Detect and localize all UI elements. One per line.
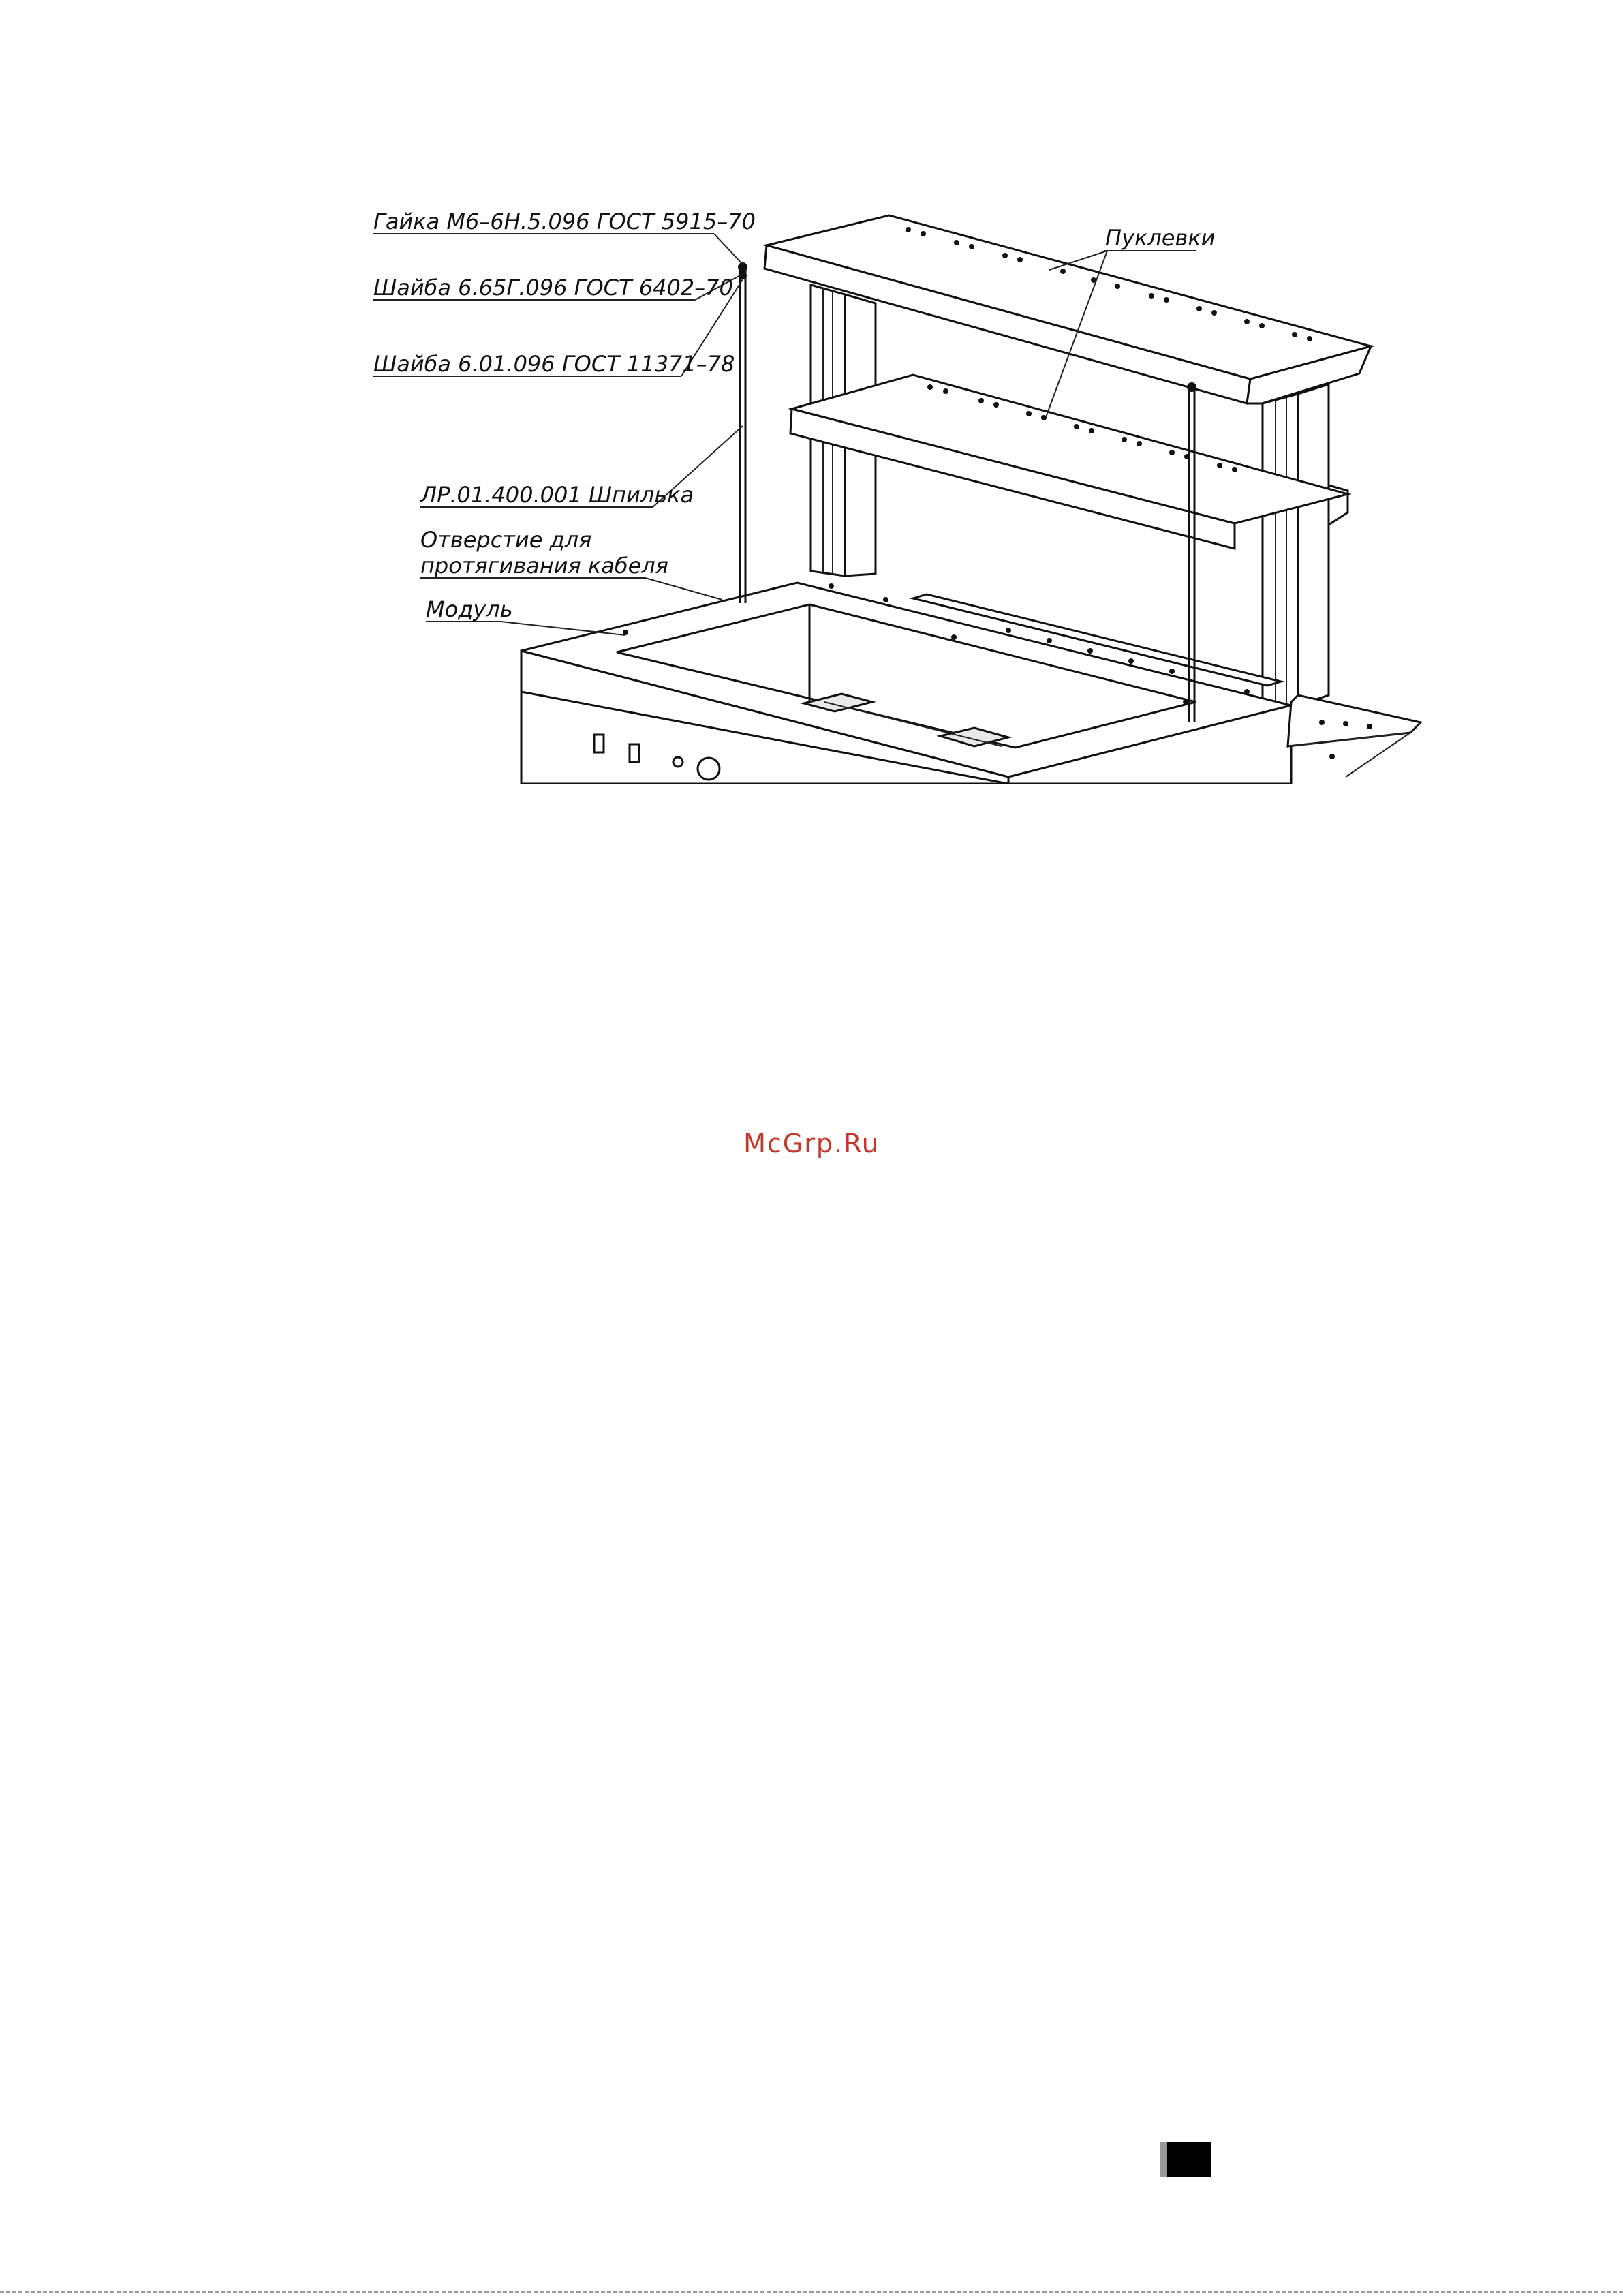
label-cable-hole-line1: Отверстие для xyxy=(420,527,592,553)
label-lock-washer: Шайба 6.65Г.096 ГОСТ 6402–70 xyxy=(373,275,733,301)
bottom-rule xyxy=(0,2291,1623,2293)
label-washer: Шайба 6.01.096 ГОСТ 11371–78 xyxy=(373,351,735,377)
label-module: Модуль xyxy=(426,596,513,622)
side-tray xyxy=(1288,695,1421,777)
page-marker xyxy=(1160,2142,1211,2177)
watermark: McGrp.Ru xyxy=(743,1129,880,1159)
label-nut: Гайка М6–6Н.5.096 ГОСТ 5915–70 xyxy=(373,209,756,234)
stud-right xyxy=(1187,382,1196,722)
label-stud: ЛР.01.400.001 Шпилька xyxy=(420,482,694,508)
right-post xyxy=(1263,384,1348,705)
label-cable-hole-line2: протягивания кабеля xyxy=(420,553,668,579)
label-plugs: Пуклевки xyxy=(1105,225,1216,251)
stud-left xyxy=(738,262,747,603)
assembly-drawing xyxy=(0,0,1623,784)
module-body xyxy=(521,583,1291,784)
